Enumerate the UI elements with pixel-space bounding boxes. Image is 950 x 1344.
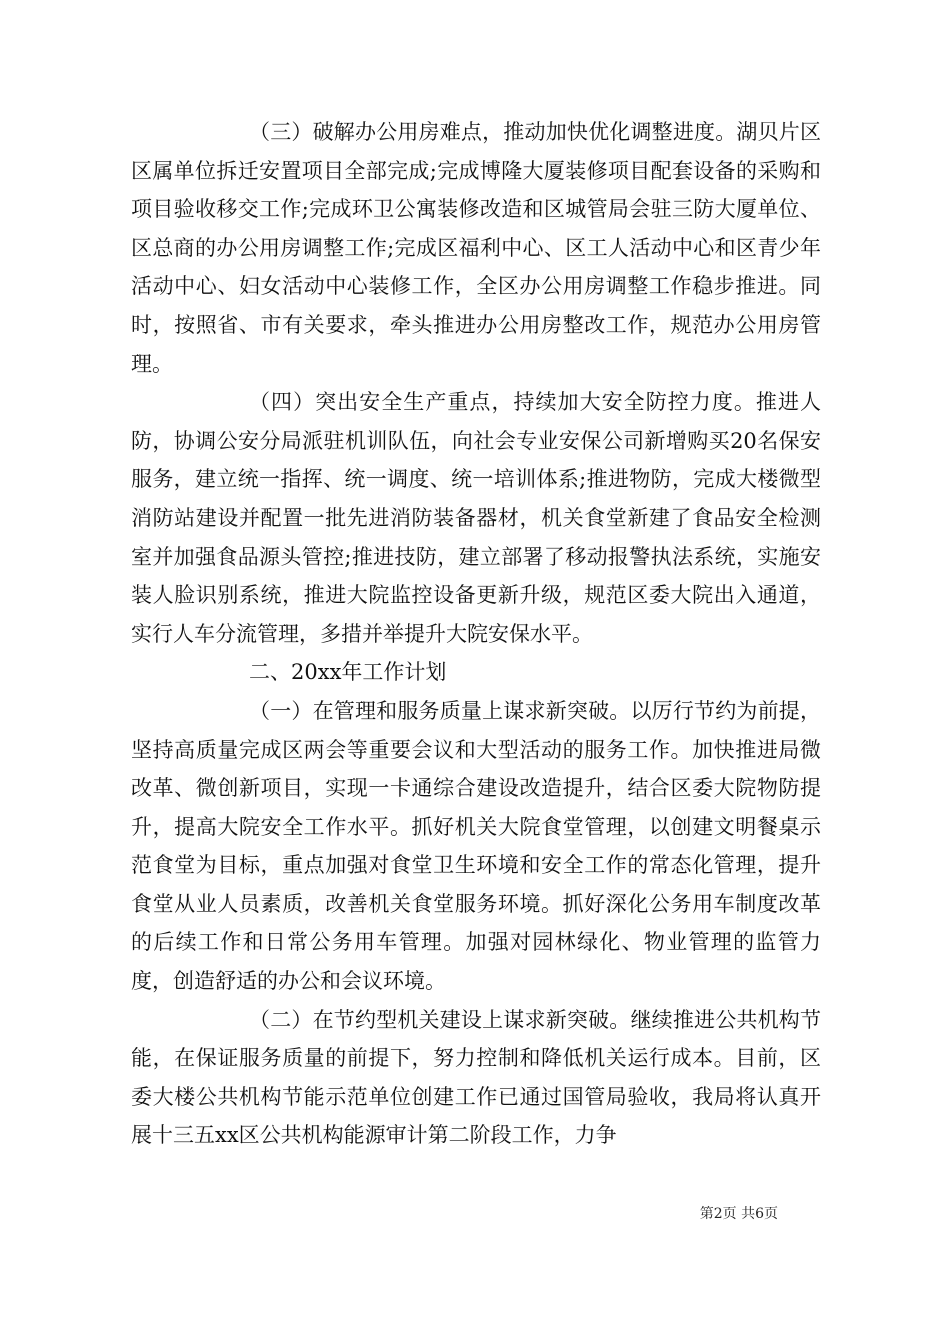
page-number-footer: 第2页 共6页 [699, 1206, 778, 1222]
paragraph-plan-management: （一）在管理和服务质量上谋求新突破。以厉行节约为前提，坚持高质量完成区两会等重要会议和大型活动的服务工作。加快推进局微改革、微创新项目，实现一卡通综合建设改造提升，结合区委大院物防提升，提高大院安全工作水平。抓好机关大院食堂管理，以创建文明餐桌示范食堂为目标，重点加强对食堂卫生环境和安全工作的常态化管理，提升食堂从业人员素质，改善机关食堂服务环境。抓好深化公务用车制度改革的后续工作和日常公务用车管理。加强对园林绿化、物业管理的监管力度，创造舒适的办公和会议环境。 [131, 698, 821, 994]
document-body [131, 113, 821, 1155]
section-heading-work-plan: 二、20xx年工作计划 [249, 660, 447, 685]
paragraph-office-space: （三）破解办公用房难点，推动加快优化调整进度。湖贝片区区属单位拆迁安置项目全部完成;完成博隆大厦装修项目配套设备的采购和项目验收移交工作;完成环卫公寓装修改造和区城管局会驻三防大厦单位、区总商的办公用房调整工作;完成区福利中心、区工人活动中心和区青少年活动中心、妇女活动中心装修工作，全区办公用房调整工作稳步推进。同时，按照省、市有关要求，牵头推进办公用房整改工作，规范办公用房管理。 [131, 120, 821, 376]
paragraph-plan-conservation: （二）在节约型机关建设上谋求新突破。继续推进公共机构节能，在保证服务质量的前提下，努力控制和降低机关运行成本。目前，区委大楼公共机构节能示范单位创建工作已通过国管局验收，我局将认真开展十三五xx区公共机构能源审计第二阶段工作，力争 [131, 1007, 821, 1148]
paragraph-safety: （四）突出安全生产重点，持续加大安全防控力度。推进人防，协调公安分局派驻机训队伍，向社会专业安保公司新增购买20名保安服务，建立统一指挥、统一调度、统一培训体系;推进物防，完成大楼微型消防站建设并配置一批先进消防装备器材，机关食堂新建了食品安全检测室并加强食品源头管控;推进技防，建立部署了移动报警执法系统，实施安装人脸识别系统，推进大院监控设备更新升级，规范区委大院出入通道，实行人车分流管理，多措并举提升大院安保水平。 [131, 390, 821, 646]
